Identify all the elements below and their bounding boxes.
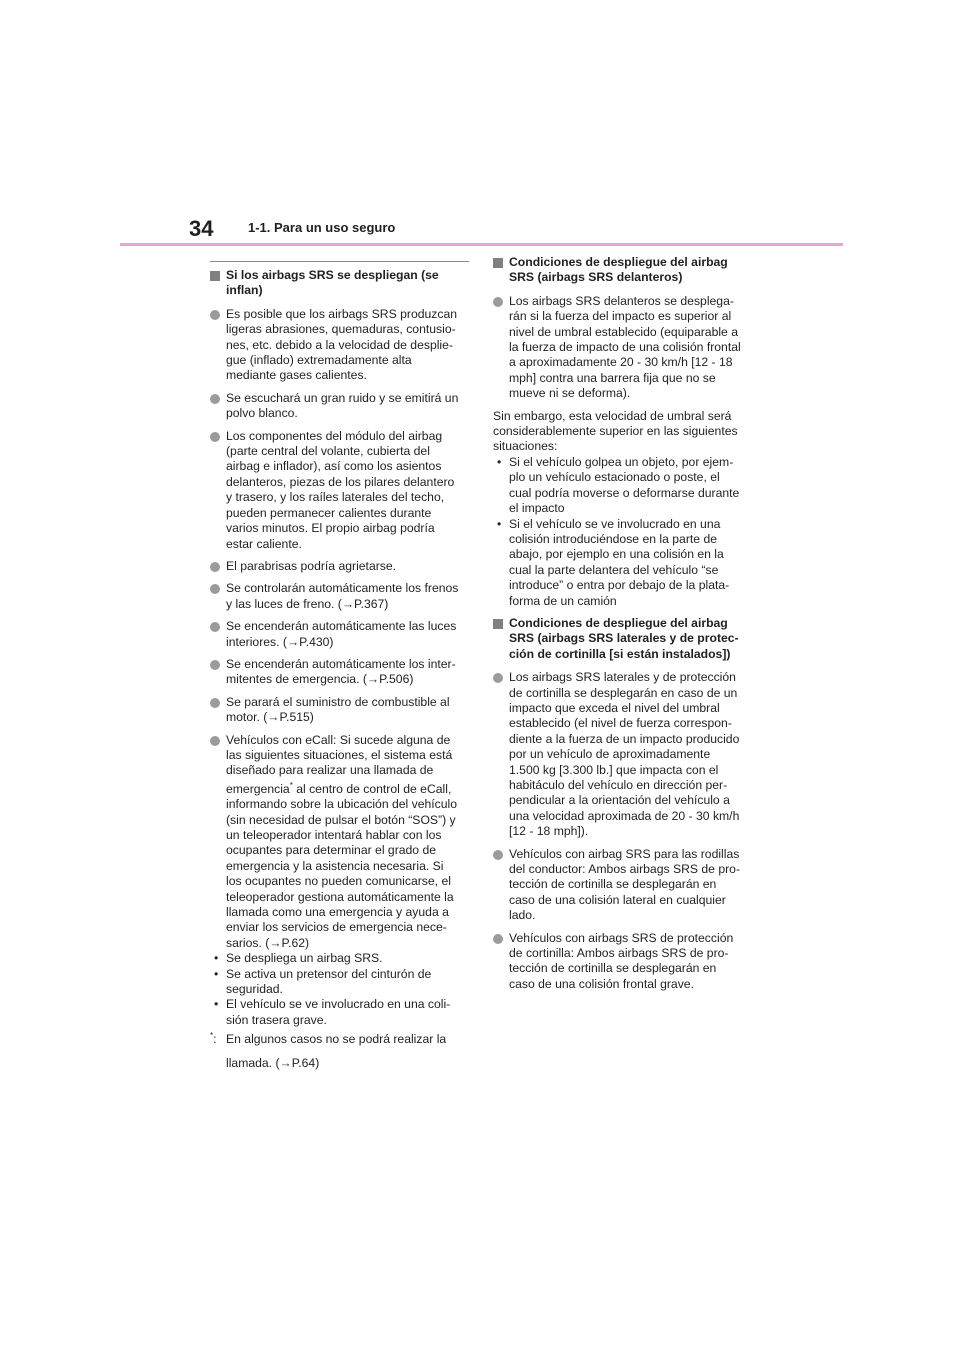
round-bullet-icon xyxy=(493,934,503,944)
page-reference[interactable]: mitentes de emergencia. (→P.506) xyxy=(226,672,414,687)
square-bullet-icon xyxy=(493,258,503,268)
round-bullet-icon xyxy=(493,850,503,860)
sub-list xyxy=(210,951,472,1028)
sub-item: • Si el vehículo se ve involucrado en una colisión introduciéndose en la parte de abajo, por ejemplo en una colisión en la cual la parte delantera del vehículo “se introduce” o entra por debajo de la plata- forma de un camión xyxy=(497,516,730,608)
bullet-item: Vehículos con airbag SRS para las rodillas del conductor: Ambos airbags SRS de pro- tección de cortinilla se desplegarán en caso de una colisión lateral en cualquier lado. xyxy=(493,847,758,924)
bullet-item: Se parará el suministro de combustible al motor. (→P.515) xyxy=(210,695,472,726)
dot-marker: • xyxy=(214,997,219,1012)
dot-marker: • xyxy=(214,951,219,966)
paragraph: Sin embargo, esta velocidad de umbral será considerablemente superior en las siguientes situaciones: xyxy=(493,408,738,454)
dot-marker: • xyxy=(497,516,502,531)
page-reference[interactable]: sarios. (→P.62) xyxy=(226,935,310,950)
bullet-item: Es posible que los airbags SRS produzcan ligeras abrasiones, quemaduras, contusio- nes, etc. debido a la velocidad de desplie- gue (inflado) extremadamente alta mediante gases calientes. xyxy=(210,307,472,384)
column-divider xyxy=(210,261,469,262)
header-divider xyxy=(120,243,843,246)
round-bullet-icon xyxy=(210,622,220,632)
round-bullet-icon xyxy=(210,310,220,320)
bullet-item: Se controlarán automáticamente los frenos y las luces de freno. (→P.367) xyxy=(210,581,472,612)
section-heading: Condiciones de despliegue del airbag SRS (airbags SRS delanteros) xyxy=(493,255,758,286)
square-bullet-icon xyxy=(493,619,503,629)
round-bullet-icon xyxy=(493,673,503,683)
round-bullet-icon xyxy=(210,698,220,708)
dot-marker: • xyxy=(214,966,219,981)
round-bullet-icon xyxy=(493,297,503,307)
bullet-item: Los airbags SRS laterales y de protección de cortinilla se desplegarán en caso de un impacto que exceda el nivel del umbral establecido (el nivel de fuerza correspon- diente a la fuerza de un impacto producido por un vehículo de aproximadamente 1.500 kg [3.300 lb.] que impacta con el habitáculo del vehículo en dirección per- pendicular a la orientación del vehículo a una velocidad aproximada de 20 - 30 km/h [12 - 18 mph]). xyxy=(493,670,758,839)
square-bullet-icon xyxy=(210,271,220,281)
page-number: 34 xyxy=(189,216,214,241)
right-column xyxy=(493,255,758,999)
round-bullet-icon xyxy=(210,432,220,442)
sub-item: • Si el vehículo golpea un objeto, por ejem- plo un vehículo estacionado o poste, el cual podría moverse o deformarse durante el impacto xyxy=(497,454,740,516)
bullet-item-ecall: Vehículos con eCall: Si sucede alguna de las siguientes situaciones, el sistema está diseñado para realizar una llamada de emergencia* al centro de control de eCall, informando sobre la ubicación del vehículo (sin necesidad de pulsar el botón “SOS”) y un teleoperador intentará hablar con los ocupantes para determinar el grado de emergencia y la asistencia necesaria. Si los ocupantes no pueden comunicarse, el teleoperador gestiona automáticamente la llamada como una emergencia y ayuda a enviar los servicios de emergencia nece- sarios. (→P.62) xyxy=(210,733,472,952)
sub-item: • Se activa un pretensor del cinturón de seguridad. xyxy=(214,966,432,997)
sub-item: • El vehículo se ve involucrado en una coli- sión trasera grave. xyxy=(214,997,451,1027)
footnote-marker: * xyxy=(210,1031,214,1041)
page-reference[interactable]: motor. (→P.515) xyxy=(226,710,314,725)
section-heading: Si los airbags SRS se despliegan (se inflan) xyxy=(210,268,472,299)
bullet-item: Los componentes del módulo del airbag (parte central del volante, cubierta del airbag e inflador), así como los asientos delanteros, piezas de los pilares delantero y trasero, y los raíles laterales del techo, pueden permanecer calientes durante varios minutos. El propio airbag podría estar caliente. xyxy=(210,429,472,552)
bullet-item: Se escuchará un gran ruido y se emitirá un polvo blanco. xyxy=(210,391,472,422)
sub-list xyxy=(493,455,758,609)
bullet-item: Los airbags SRS delanteros se desplega- rán si la fuerza del impacto es superior al nivel de umbral establecido (equiparable a la fuerza de impacto de una colisión frontal a aproximadamente 20 - 30 km/h [12 - 18 mph] contra una barrera fija que no se mueve ni se deforma). xyxy=(493,294,758,402)
round-bullet-icon xyxy=(210,736,220,746)
bullet-item: El parabrisas podría agrietarse. xyxy=(210,559,472,574)
left-column xyxy=(210,268,472,1072)
section-title: 1-1. Para un uso seguro xyxy=(248,220,396,235)
section-heading: Condiciones de despliegue del airbag SRS (airbags SRS laterales y de protec- ción de cortinilla [si están instalados]) xyxy=(493,616,758,662)
bullet-item: Vehículos con airbags SRS de protección de cortinilla: Ambos airbags SRS de pro- tección de cortinilla se desplegarán en caso de una colisión frontal grave. xyxy=(493,931,758,993)
round-bullet-icon xyxy=(210,394,220,404)
page-reference[interactable]: interiores. (→P.430) xyxy=(226,634,334,649)
bullet-item: Se encenderán automáticamente los inter- mitentes de emergencia. (→P.506) xyxy=(210,657,472,688)
bullet-item: Se encenderán automáticamente las luces interiores. (→P.430) xyxy=(210,619,472,650)
round-bullet-icon xyxy=(210,562,220,572)
sub-item: • Se despliega un airbag SRS. xyxy=(214,951,383,966)
dot-marker: • xyxy=(497,454,502,469)
page-reference[interactable]: llamada. (→P.64) xyxy=(226,1056,320,1071)
footnote-marker: * xyxy=(289,780,293,790)
footnote: *: En algunos casos no se podrá realizar la llamada. (→P.64) xyxy=(210,1030,472,1072)
round-bullet-icon xyxy=(210,584,220,594)
round-bullet-icon xyxy=(210,660,220,670)
page-reference[interactable]: y las luces de freno. (→P.367) xyxy=(226,596,389,611)
